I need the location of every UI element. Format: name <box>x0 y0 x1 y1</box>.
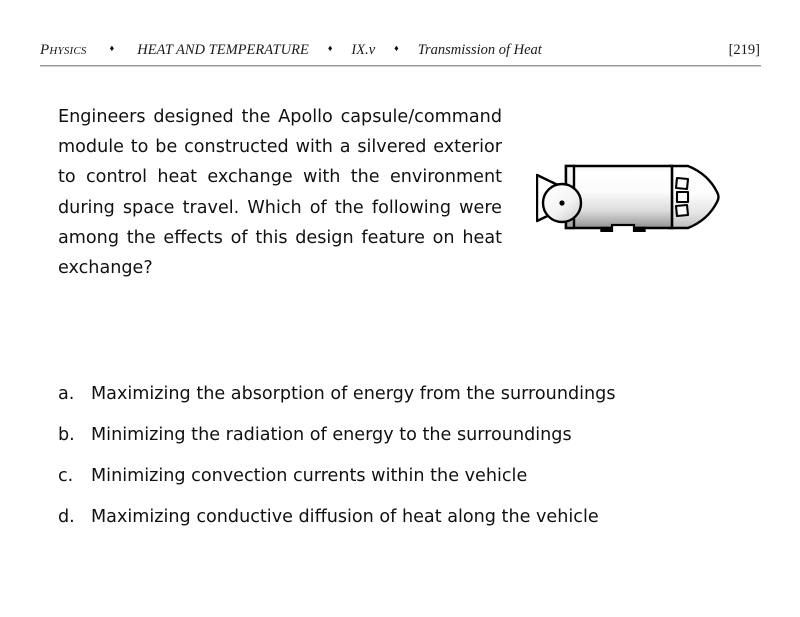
question-stem: Engineers designed the Apollo capsule/command module to be constructed with a silvered exterior to control heat exchange with the environment during space travel. Which of the following were among the effects of this design feature on heat exchange? <box>58 107 502 279</box>
header-section: IX.v <box>351 42 376 58</box>
diamond-separator-icon: ♦ <box>109 43 115 53</box>
antenna-stub-left <box>601 228 612 233</box>
diamond-separator-icon: ♦ <box>394 43 399 53</box>
answer-choice-c[interactable] <box>58 456 718 497</box>
page-number: [219] <box>728 42 760 58</box>
answer-text-b: Minimizing the radiation of energy to the surroundings <box>91 425 572 445</box>
answer-choice-list <box>58 374 718 538</box>
nose-windows <box>676 178 688 216</box>
answer-choice-d[interactable] <box>58 497 718 538</box>
header-divider-rule <box>40 65 761 67</box>
answer-label-d: d. <box>58 507 75 527</box>
apollo-capsule-illustration <box>536 126 728 232</box>
nose-window-top <box>676 178 688 189</box>
header-topic: HEAT AND TEMPERATURE <box>137 42 309 58</box>
capsule-body-cylinder <box>566 166 672 228</box>
running-header <box>40 42 760 64</box>
antenna-stub-right <box>634 228 645 233</box>
answer-text-c: Minimizing convection currents within the vehicle <box>91 466 528 486</box>
answer-label-a: a. <box>58 384 75 404</box>
answer-choice-a[interactable] <box>58 374 718 415</box>
header-subtopic: Transmission of Heat <box>417 42 542 58</box>
answer-text-d: Maximizing conductive diffusion of heat along the vehicle <box>91 507 599 527</box>
header-subject: Physics <box>40 42 87 58</box>
answer-label-c: c. <box>58 466 74 486</box>
answer-text-a: Maximizing the absorption of energy from the surroundings <box>91 384 616 404</box>
answer-choice-b[interactable] <box>58 415 718 456</box>
nose-window-bottom <box>676 205 688 216</box>
antenna-box <box>612 225 634 232</box>
diamond-separator-icon: ♦ <box>327 43 333 53</box>
header-row <box>40 42 760 59</box>
thruster-disc-center-dot <box>559 200 564 205</box>
answer-label-b: b. <box>58 425 75 445</box>
nose-window-middle <box>677 192 688 202</box>
